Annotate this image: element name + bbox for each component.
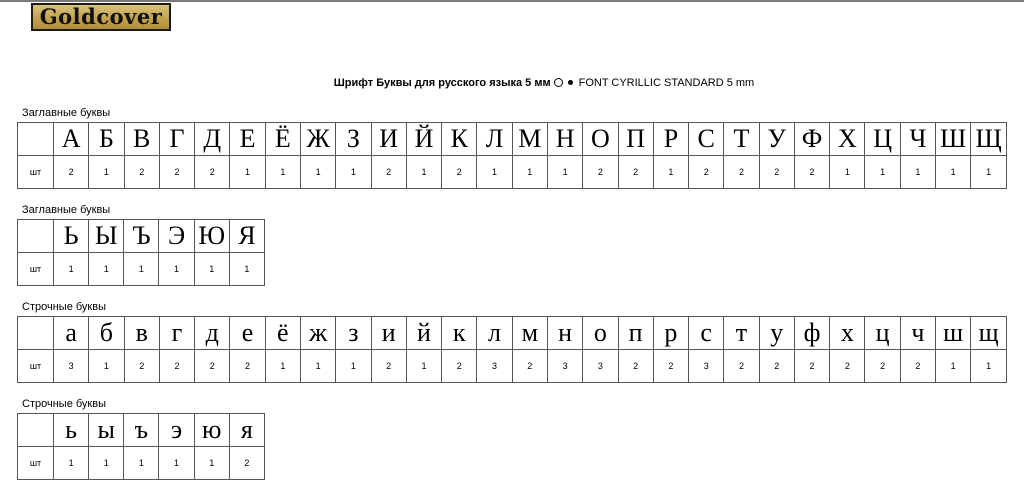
- counts-row: [18, 350, 1007, 383]
- count-cell: 2: [159, 156, 194, 189]
- letter-cell: Ц: [865, 123, 900, 156]
- letter-cell: г: [159, 317, 194, 350]
- lowercase-extra-table: [17, 413, 265, 480]
- count-cell: 1: [300, 156, 335, 189]
- letter-cell: ё: [265, 317, 300, 350]
- count-cell: 1: [300, 350, 335, 383]
- letter-cell: Ч: [900, 123, 935, 156]
- letter-cell: И: [371, 123, 406, 156]
- letter-cell: Щ: [971, 123, 1007, 156]
- count-cell: 2: [759, 350, 794, 383]
- uppercase-table: [17, 122, 1007, 189]
- letter-cell: щ: [971, 317, 1007, 350]
- letter-cell: Э: [159, 220, 194, 253]
- count-cell: 1: [971, 350, 1007, 383]
- count-cell: 3: [689, 350, 724, 383]
- section-label: Строчные буквы: [22, 398, 106, 410]
- letter-cell: Т: [724, 123, 759, 156]
- count-cell: 2: [371, 156, 406, 189]
- count-cell: 2: [724, 350, 759, 383]
- letter-cell: Л: [477, 123, 512, 156]
- count-cell: 1: [865, 156, 900, 189]
- page-title: [0, 76, 1024, 90]
- letters-row: [18, 414, 265, 447]
- count-cell: 2: [442, 156, 477, 189]
- count-cell: 1: [936, 350, 971, 383]
- letter-cell: о: [583, 317, 618, 350]
- count-cell: 1: [124, 253, 159, 286]
- count-cell: 2: [724, 156, 759, 189]
- count-cell: 1: [194, 253, 229, 286]
- count-cell: 1: [512, 156, 547, 189]
- count-cell: 1: [900, 156, 935, 189]
- letter-cell: ф: [794, 317, 829, 350]
- letter-cell: й: [406, 317, 441, 350]
- count-cell: 1: [936, 156, 971, 189]
- letter-cell: Ъ: [124, 220, 159, 253]
- letter-cell: а: [54, 317, 89, 350]
- count-cell: 1: [54, 253, 89, 286]
- letter-cell: л: [477, 317, 512, 350]
- letter-cell: ч: [900, 317, 935, 350]
- unit-label: шт: [18, 253, 54, 286]
- letter-cell: В: [124, 123, 159, 156]
- counts-row: [18, 156, 1007, 189]
- section-label: Строчные буквы: [22, 301, 106, 313]
- count-cell: 1: [89, 447, 124, 480]
- count-cell: 1: [159, 253, 194, 286]
- letter-cell: ж: [300, 317, 335, 350]
- uppercase-extra-table: [17, 219, 265, 286]
- count-cell: 3: [477, 350, 512, 383]
- letter-cell: з: [336, 317, 371, 350]
- count-cell: 1: [547, 156, 582, 189]
- count-cell: 2: [583, 156, 618, 189]
- letter-cell: ю: [194, 414, 229, 447]
- letter-cell: Р: [653, 123, 688, 156]
- counts-row: [18, 447, 265, 480]
- letter-cell: б: [89, 317, 124, 350]
- letter-cell: Б: [89, 123, 124, 156]
- title-english: FONT CYRILLIC STANDARD 5 mm: [578, 77, 755, 89]
- top-rule: [0, 0, 1024, 2]
- letter-cell: н: [547, 317, 582, 350]
- count-cell: 1: [406, 350, 441, 383]
- count-cell: 1: [477, 156, 512, 189]
- count-cell: 1: [265, 156, 300, 189]
- letter-cell: Ю: [194, 220, 229, 253]
- letters-row: [18, 220, 265, 253]
- brand-logo: Goldcover: [31, 3, 171, 31]
- count-cell: 1: [124, 447, 159, 480]
- letter-cell: С: [689, 123, 724, 156]
- count-cell: 2: [900, 350, 935, 383]
- count-cell: 1: [54, 447, 89, 480]
- letter-cell: с: [689, 317, 724, 350]
- letter-cell: П: [618, 123, 653, 156]
- count-cell: 2: [442, 350, 477, 383]
- letter-cell: ъ: [124, 414, 159, 447]
- count-cell: 2: [229, 447, 264, 480]
- count-cell: 2: [230, 350, 265, 383]
- empty-header-cell: [18, 317, 54, 350]
- counts-row: [18, 253, 265, 286]
- count-cell: 2: [653, 350, 688, 383]
- letter-cell: ш: [936, 317, 971, 350]
- letter-cell: Ё: [265, 123, 300, 156]
- lowercase-table: [17, 316, 1007, 383]
- count-cell: 2: [159, 350, 194, 383]
- count-cell: 2: [865, 350, 900, 383]
- count-cell: 2: [512, 350, 547, 383]
- count-cell: 2: [54, 156, 89, 189]
- letter-cell: З: [336, 123, 371, 156]
- count-cell: 2: [794, 350, 829, 383]
- count-cell: 2: [124, 156, 159, 189]
- count-cell: 1: [159, 447, 194, 480]
- count-cell: 1: [336, 156, 371, 189]
- empty-header-cell: [18, 414, 54, 447]
- count-cell: 1: [89, 253, 124, 286]
- unit-label: шт: [18, 350, 54, 383]
- circle-icon: [554, 78, 563, 87]
- letter-cell: ь: [54, 414, 89, 447]
- letter-cell: я: [229, 414, 264, 447]
- letter-cell: Г: [159, 123, 194, 156]
- count-cell: 2: [371, 350, 406, 383]
- letter-cell: х: [830, 317, 865, 350]
- letter-cell: Ж: [300, 123, 335, 156]
- count-cell: 1: [336, 350, 371, 383]
- letter-cell: р: [653, 317, 688, 350]
- letter-cell: Й: [406, 123, 441, 156]
- section-label: Заглавные буквы: [22, 204, 111, 216]
- letter-cell: А: [54, 123, 89, 156]
- count-cell: 2: [794, 156, 829, 189]
- letter-cell: в: [124, 317, 159, 350]
- empty-header-cell: [18, 123, 54, 156]
- count-cell: 3: [583, 350, 618, 383]
- count-cell: 2: [124, 350, 159, 383]
- letter-cell: м: [512, 317, 547, 350]
- count-cell: 1: [265, 350, 300, 383]
- letter-cell: к: [442, 317, 477, 350]
- letter-cell: О: [583, 123, 618, 156]
- count-cell: 1: [89, 350, 124, 383]
- count-cell: 1: [830, 156, 865, 189]
- letter-cell: и: [371, 317, 406, 350]
- letter-cell: ы: [89, 414, 124, 447]
- unit-label: шт: [18, 447, 54, 480]
- letters-row: [18, 123, 1007, 156]
- letter-cell: Д: [195, 123, 230, 156]
- title-russian: Шрифт Буквы для русского языка 5 мм: [333, 77, 551, 89]
- unit-label: шт: [18, 156, 54, 189]
- count-cell: 2: [830, 350, 865, 383]
- letter-cell: ц: [865, 317, 900, 350]
- count-cell: 1: [230, 156, 265, 189]
- count-cell: 1: [653, 156, 688, 189]
- letter-cell: У: [759, 123, 794, 156]
- letter-cell: К: [442, 123, 477, 156]
- count-cell: 1: [194, 447, 229, 480]
- count-cell: 1: [406, 156, 441, 189]
- count-cell: 2: [759, 156, 794, 189]
- letter-cell: Н: [547, 123, 582, 156]
- letter-cell: Ь: [54, 220, 89, 253]
- letter-cell: М: [512, 123, 547, 156]
- count-cell: 1: [89, 156, 124, 189]
- letter-cell: э: [159, 414, 194, 447]
- letter-cell: Е: [230, 123, 265, 156]
- letter-cell: Ф: [794, 123, 829, 156]
- letter-cell: т: [724, 317, 759, 350]
- letter-cell: Ш: [936, 123, 971, 156]
- count-cell: 2: [618, 156, 653, 189]
- section-label: Заглавные буквы: [22, 107, 111, 119]
- empty-header-cell: [18, 220, 54, 253]
- count-cell: 1: [229, 253, 264, 286]
- letter-cell: у: [759, 317, 794, 350]
- count-cell: 2: [195, 350, 230, 383]
- letter-cell: Я: [229, 220, 264, 253]
- count-cell: 2: [689, 156, 724, 189]
- count-cell: 2: [195, 156, 230, 189]
- count-cell: 3: [547, 350, 582, 383]
- count-cell: 1: [971, 156, 1007, 189]
- dot-icon: [568, 80, 573, 85]
- letters-row: [18, 317, 1007, 350]
- count-cell: 3: [54, 350, 89, 383]
- letter-cell: п: [618, 317, 653, 350]
- letter-cell: е: [230, 317, 265, 350]
- count-cell: 2: [618, 350, 653, 383]
- letter-cell: д: [195, 317, 230, 350]
- letter-cell: Х: [830, 123, 865, 156]
- letter-cell: Ы: [89, 220, 124, 253]
